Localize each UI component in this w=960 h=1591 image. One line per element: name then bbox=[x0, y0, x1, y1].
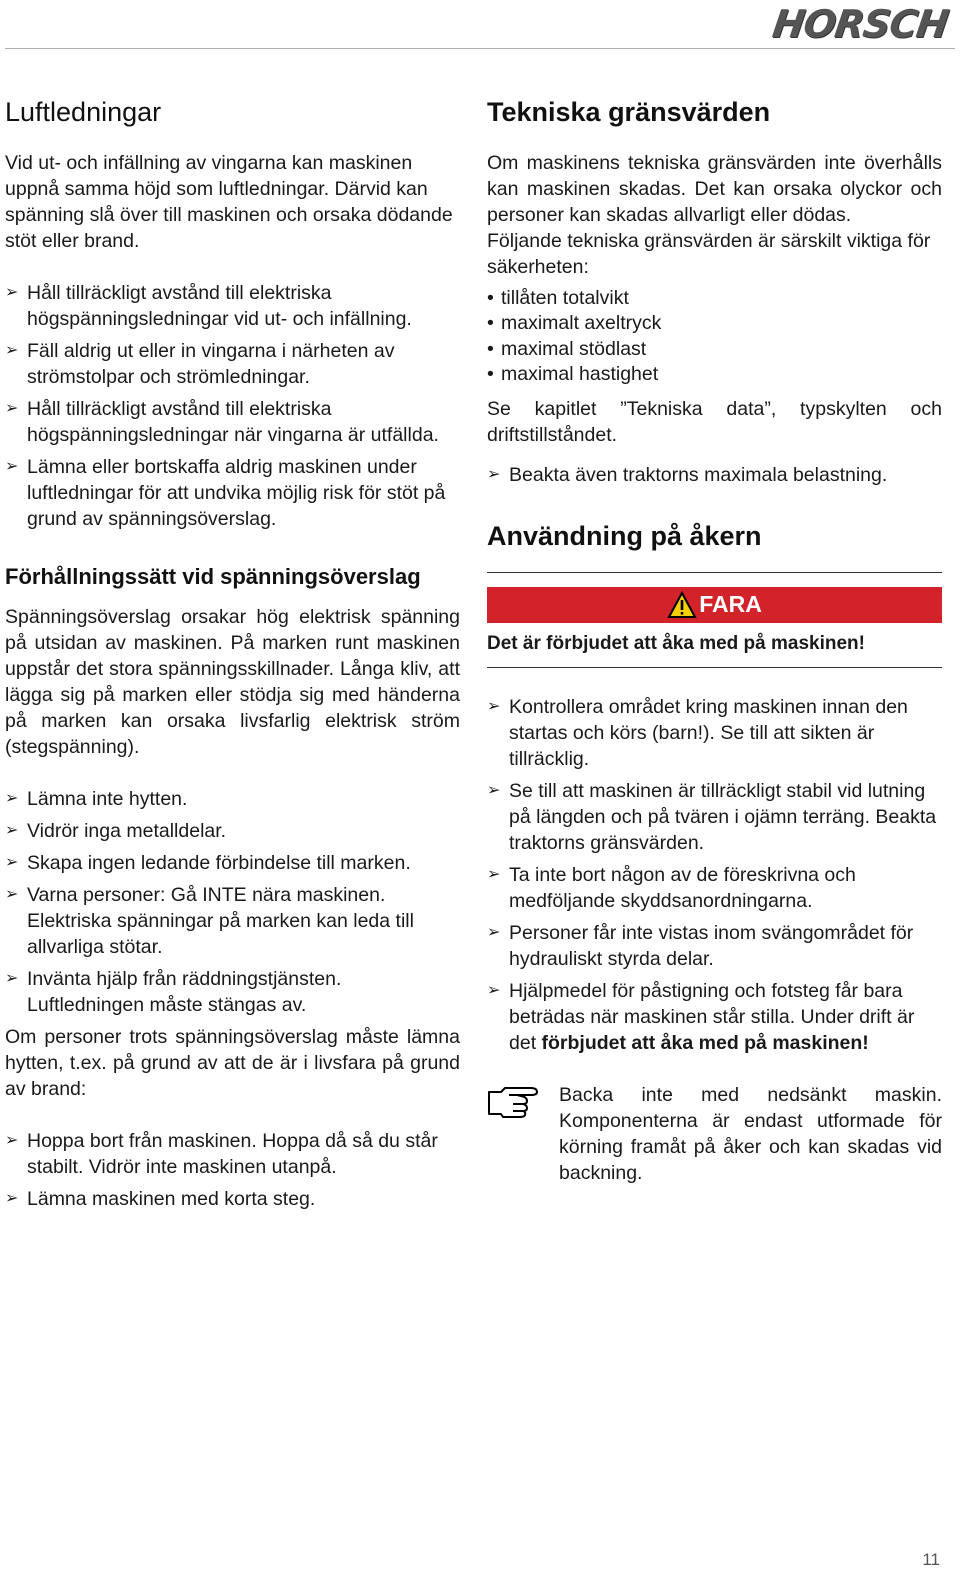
limits-bullets bbox=[487, 286, 942, 388]
list-item: ➢ Skapa ingen ledande förbindelse till marken. bbox=[5, 852, 411, 875]
heading-technical-limits: Tekniska gränsvärden bbox=[487, 97, 771, 127]
left-column bbox=[5, 96, 460, 1218]
arrow-bullet-icon: ➢ bbox=[487, 981, 501, 999]
list-item: ➢ Kontrollera området kring maskinen innan den startas och körs (barn!). Se till att sikten är tillräcklig. bbox=[487, 695, 908, 770]
arrow-bullet-icon: ➢ bbox=[5, 886, 19, 904]
arrow-bullet-icon: ➢ bbox=[5, 341, 19, 359]
flashover-list bbox=[5, 786, 460, 1018]
list-item: ➢ Ta inte bort någon av de föreskrivna och medföljande skyddsanordningarna. bbox=[487, 863, 856, 912]
danger-message: Det är förbjudet att åka med på maskinen! bbox=[487, 632, 865, 654]
arrow-bullet-icon: ➢ bbox=[5, 854, 19, 872]
danger-banner bbox=[487, 587, 942, 623]
arrow-bullet-icon: ➢ bbox=[487, 465, 501, 483]
evacuation-paragraph: Om personer trots spänningsöverslag måste lämna hytten, t.ex. på grund av att de är i livsfara på grund av brand: bbox=[5, 1026, 460, 1101]
list-item: • tillåten totalvikt bbox=[487, 286, 629, 309]
tractor-load-list bbox=[487, 462, 942, 488]
arrow-bullet-icon: ➢ bbox=[5, 399, 19, 417]
note-text: Backa inte med nedsänkt maskin. Komponenterna är endast utformade för körning framåt på åker och kan skadas vid backning. bbox=[559, 1083, 942, 1184]
arrow-bullet-icon: ➢ bbox=[5, 283, 19, 301]
arrow-bullet-icon: ➢ bbox=[5, 1190, 19, 1208]
heading-luftledningar: Luftledningar bbox=[5, 97, 162, 127]
horsch-logo: HORSCH bbox=[769, 2, 951, 46]
list-item: ➢ Beakta även traktorns maximala belastning. bbox=[487, 463, 888, 486]
divider bbox=[487, 572, 942, 573]
arrow-bullet-icon: ➢ bbox=[487, 781, 501, 799]
list-item: ➢ Fäll aldrig ut eller in vingarna i närheten av strömstolpar och strömledningar. bbox=[5, 339, 395, 388]
list-item: ➢ Hjälpmedel för påstigning och fotsteg får bara beträdas när maskinen står stilla. Under drift är det förbjudet att åka med på maskinen! bbox=[487, 979, 915, 1054]
page-number: 11 bbox=[922, 1550, 940, 1569]
limits-intro: Följande tekniska gränsvärden är särskilt viktiga för säkerheten: bbox=[487, 229, 931, 278]
evacuation-list bbox=[5, 1128, 460, 1212]
list-item: ➢ Lämna maskinen med korta steg. bbox=[5, 1188, 316, 1211]
heading-field-use: Användning på åkern bbox=[487, 520, 762, 551]
limits-paragraph: Om maskinens tekniska gränsvärden inte överhålls kan maskinen skadas. Det kan orsaka olyckor och personer kan skadas allvarligt eller dödas. bbox=[487, 151, 942, 226]
field-use-list bbox=[487, 694, 942, 1056]
list-item: • maximal hastighet bbox=[487, 363, 659, 386]
arrow-bullet-icon: ➢ bbox=[5, 970, 19, 988]
list-item: ➢ Lämna eller bortskaffa aldrig maskinen under luftledningar för att undvika möjlig risk för stöt på grund av spänningsöverslag. bbox=[5, 455, 446, 530]
arrow-bullet-icon: ➢ bbox=[487, 697, 501, 715]
right-column bbox=[487, 96, 942, 1186]
list-item: ➢ Se till att maskinen är tillräckligt stabil vid lutning på längden och på tvären i ojämn terräng. Beakta traktorns gränsvärden. bbox=[487, 779, 937, 854]
list-item: ➢ Hoppa bort från maskinen. Hoppa då så du står stabilt. Vidrör inte maskinen utanpå. bbox=[5, 1130, 438, 1179]
list-item: ➢ Invänta hjälp från räddningstjänsten. Luftledningen måste stängas av. bbox=[5, 968, 342, 1017]
note-block bbox=[487, 1082, 942, 1186]
danger-label: FARA bbox=[699, 591, 762, 617]
list-item: ➢ Lämna inte hytten. bbox=[5, 788, 188, 811]
list-item: ➢ Håll tillräckligt avstånd till elektriska högspänningsledningar vid ut- och infällning. bbox=[5, 281, 412, 330]
list-item: ➢ Håll tillräckligt avstånd till elektriska högspänningsledningar när vingarna är utfällda. bbox=[5, 397, 439, 446]
intro-paragraph: Vid ut- och infällning av vingarna kan maskinen uppnå samma höjd som luftledningar. Därvid kan spänning slå över till maskinen och orsaka dödande stöt eller brand. bbox=[5, 151, 453, 252]
list-item: ➢ Personer får inte vistas inom svängområdet för hydrauliskt styrda delar. bbox=[487, 921, 914, 970]
arrow-bullet-icon: ➢ bbox=[5, 1132, 19, 1150]
flashover-paragraph: Spänningsöverslag orsakar hög elektrisk spänning på utsidan av maskinen. På marken runt maskinen uppstår det stora spänningsskillnader. Långa kliv, att lägga sig på marken eller stödja sig med händerna på marken kan orsaka livsfarlig elektrisk ström (stegspänning). bbox=[5, 606, 460, 759]
list-item: • maximalt axeltryck bbox=[487, 312, 662, 335]
pointing-hand-icon bbox=[487, 1082, 559, 1186]
overhead-lines-list bbox=[5, 280, 460, 532]
arrow-bullet-icon: ➢ bbox=[5, 457, 19, 475]
heading-voltage-flashover: Förhållningssätt vid spänningsöverslag bbox=[5, 563, 421, 589]
arrow-bullet-icon: ➢ bbox=[5, 790, 19, 808]
list-item: ➢ Varna personer: Gå INTE nära maskinen. Elektriska spänningar på marken kan leda till allvarliga stötar. bbox=[5, 884, 414, 959]
arrow-bullet-icon: ➢ bbox=[487, 923, 501, 941]
arrow-bullet-icon: ➢ bbox=[5, 822, 19, 840]
list-item: • maximal stödlast bbox=[487, 337, 647, 360]
warning-triangle-icon bbox=[667, 591, 697, 619]
page-header bbox=[5, 0, 955, 49]
see-chapter-paragraph: Se kapitlet ”Tekniska data”, typskylten och driftstillståndet. bbox=[487, 397, 942, 446]
list-item: ➢ Vidrör inga metalldelar. bbox=[5, 820, 227, 843]
arrow-bullet-icon: ➢ bbox=[487, 865, 501, 883]
